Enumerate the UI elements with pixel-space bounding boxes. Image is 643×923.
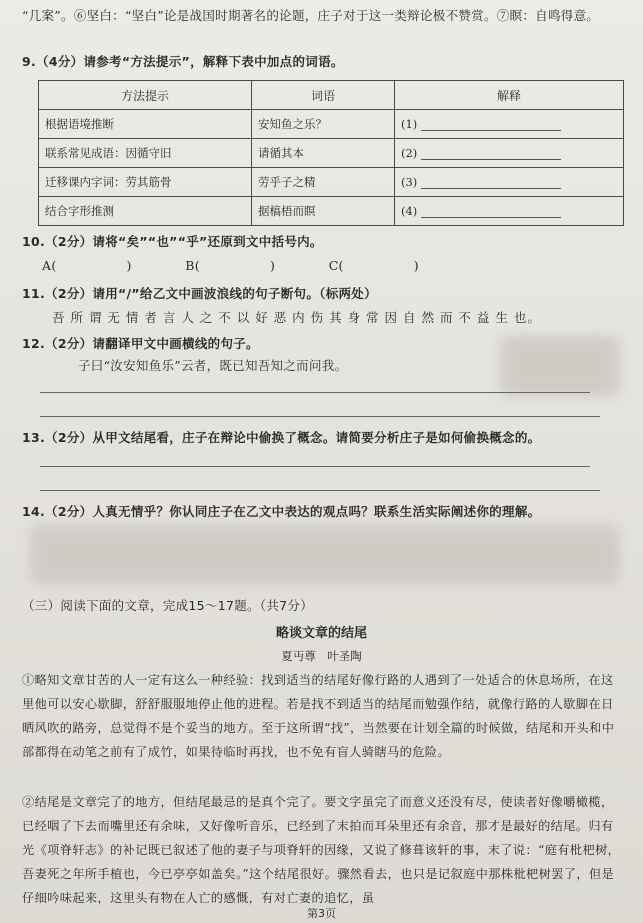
question-11-sentence: 吾 所 谓 无 情 者 言 人 之 不 以 好 恶 内 伤 其 身 常 因 自 然 而 不 益 生 也。 [52,310,541,325]
word-cell: 据槁梧而瞑 [252,197,395,226]
word-cell: 劳乎子之精 [252,168,395,197]
header-method: 方法提示 [39,81,252,110]
answer-number: (2) [401,146,418,160]
answer-number: (4) [401,204,418,218]
method-table [38,80,624,226]
article-paragraph-2: ②结尾是文章完了的地方，但结尾最忌的是真个完了。要文字虽完了而意义还没有尽，使读者好像嚼橄榄，已经咽了下去而嘴里还有余味，又好像听音乐，已经到了末拍而耳朵里还有余音，那才是最好的结尾。归有光《项脊轩志》的补记既已叙述了他的妻子与项脊轩的因缘，又说了修葺该轩的事，末了说：“庭有枇杷树，吾妻死之年所手植也，今已亭亭如盖矣。”这个结尾很好。骤然看去，也只是记叙庭中那株枇杷树罢了，但是仔细吟味起来，这里头有物在人亡的感慨，有对亡妻的追忆，虽 [22,795,621,905]
option-a-open: A( [42,258,57,273]
option-c-open: C( [328,258,344,273]
table-row [39,110,624,139]
table-row [39,139,624,168]
method-cell: 迁移课内字词：劳其筋骨 [39,168,252,197]
question-10-options [42,258,629,273]
scan-smudge [500,336,620,396]
method-cell: 结合字形推测 [39,197,252,226]
article-title: 略谈文章的结尾 [275,626,367,641]
question-12-sentence: 子曰“汝安知鱼乐”云者，既已知吾知之而问我。 [78,358,348,373]
answer-line[interactable] [40,466,590,467]
footnote-line: “几案”。⑥坚白：“坚白”论是战国时期著名的论题，庄子对于这一类辩论极不赞赏。⑦瞑：自鸣得意。 [22,8,600,23]
question-14-label: 14.（2分）人真无情乎？你认同庄子在乙文中表达的观点吗？联系生活实际阐述你的理解。 [22,504,541,519]
answer-cell[interactable] [395,168,624,197]
article-author: 夏丏尊 叶圣陶 [281,649,362,663]
answer-number: (3) [401,175,418,189]
method-cell: 联系常见成语：因循守旧 [39,139,252,168]
table-header-row [39,81,624,110]
question-10-label: 10.（2分）请将“矣”“也”“乎”还原到文中括号内。 [22,234,323,249]
option-a-close: ) [126,258,132,273]
answer-blank[interactable] [421,147,561,160]
answer-blank[interactable] [421,205,561,218]
header-word: 词语 [252,81,395,110]
answer-line[interactable] [40,392,590,393]
option-b-close: ) [269,258,276,273]
question-13-label: 13.（2分）从甲文结尾看，庄子在辩论中偷换了概念。请简要分析庄子是如何偷换概念的。 [22,430,541,445]
word-cell: 请循其本 [252,139,395,168]
header-explanation: 解释 [395,81,624,110]
answer-blank[interactable] [421,176,561,189]
method-cell: 根据语境推断 [39,110,252,139]
page-number: 第3页 [307,907,336,920]
table-row [39,197,624,226]
question-12-label: 12.（2分）请翻译甲文中画横线的句子。 [22,336,259,351]
answer-line[interactable] [40,416,600,417]
answer-cell[interactable] [395,110,624,139]
table-row [39,168,624,197]
article-paragraph-1: ①略知文章甘苦的人一定有这么一种经验：找到适当的结尾好像行路的人遇到了一处适合的休息场所，在这里他可以安心歇脚，舒舒服服地停止他的进程。若是找不到适当的结尾而勉强作结，就像行路的人歇脚在日晒风吹的路旁，总觉得不是个妥当的地方。至于这所谓“找”，当然要在计划全篇的时候做，结尾和开头和中部都得在动笔之前有了成竹，如果待临时再找，也不免有盲人骑瞎马的危险。 [22,673,615,759]
answer-blank[interactable] [421,118,561,131]
question-11-label: 11.（2分）请用“/”给乙文中画波浪线的句子断句。（标两处） [22,286,377,301]
answer-cell[interactable] [395,139,624,168]
answer-number: (1) [401,117,418,131]
word-cell: 安知鱼之乐？ [252,110,395,139]
option-c-close: ) [413,258,419,273]
answer-line[interactable] [40,490,600,491]
answer-cell[interactable] [395,197,624,226]
section-3-intro: （三）阅读下面的文章，完成15～17题。（共7分） [22,598,314,613]
option-b-open: B( [185,258,200,273]
scan-smudge [30,525,620,585]
question-9-label: 9.（4分）请参考“方法提示”，解释下表中加点的词语。 [22,54,344,69]
